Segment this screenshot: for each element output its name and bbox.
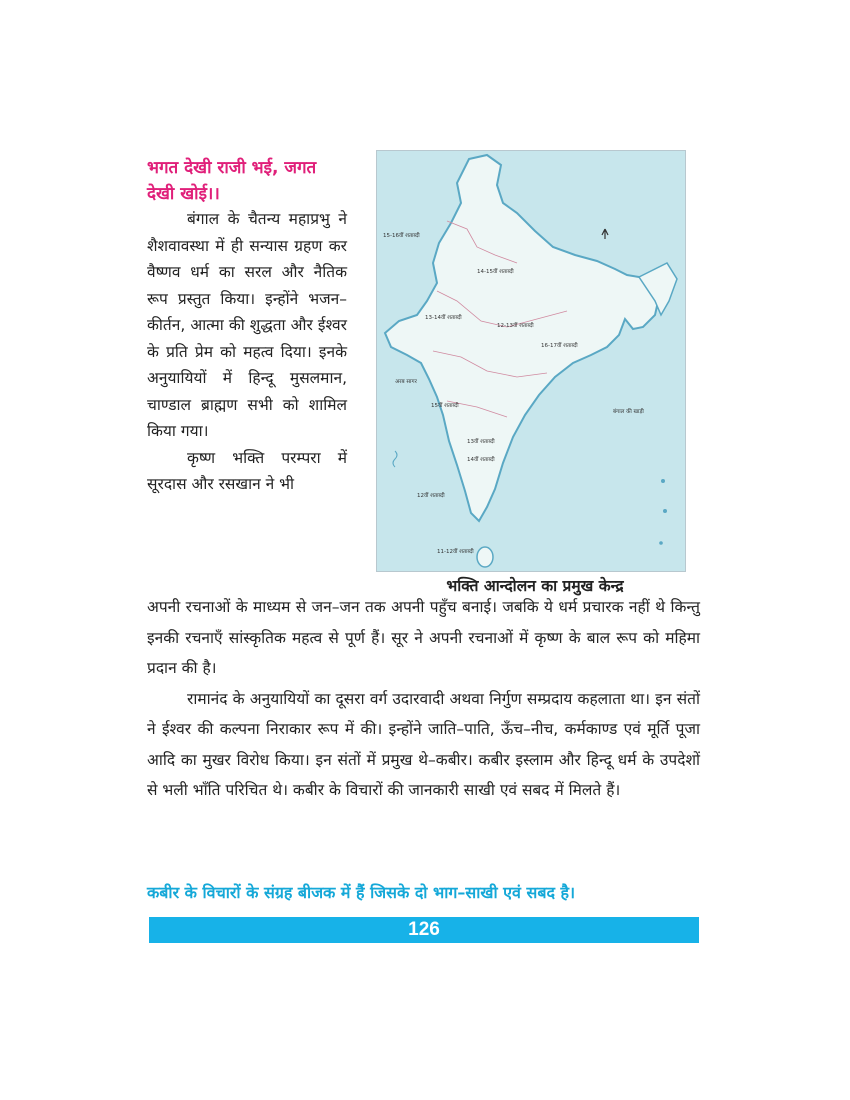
map-caption: भक्ति आन्दोलन का प्रमुख केन्द्र <box>446 577 624 595</box>
sea-label-bay-of-bengal: बंगाल की खाड़ी <box>613 409 644 415</box>
paragraph-krishna-bhakti: कृष्ण भक्ति परम्परा में सूरदास और रसखान ने भी <box>147 448 347 493</box>
map-place-label: 13-14वीं शताब्दी <box>425 315 462 321</box>
map-place-label: 14-15वीं शताब्दी <box>477 269 514 275</box>
quote-couplet: भगत देखी राजी भई, जगत देखी खोई।। <box>147 158 317 204</box>
page-number-bar <box>149 917 699 943</box>
main-body-text <box>147 592 700 806</box>
page-number: 126 <box>408 919 440 940</box>
map-place-label: 14वीं शताब्दी <box>467 457 495 463</box>
map-place-label: 15-16वीं शताब्दी <box>383 233 420 239</box>
bhakti-centres-map <box>376 150 686 572</box>
paragraph-nirgun: रामानंद के अनुयायियों का दूसरा वर्ग उदारवादी अथवा निर्गुण सम्प्रदाय कहलाता था। इन संतों ने ईश्वर की कल्पना निराकार रूप में की। इन्होंने जाति–पाति, ऊँच–नीच, कर्मकाण्ड एवं मूर्ति पूजा आदि का मुखर विरोध किया। इन संतों में प्रमुख थे–कबीर। कबीर इस्लाम और हिन्दू धर्म के उपदेशों से भली भाँति परिचित थे। कबीर के विचारों की जानकारी साखी एवं सबद में मिलते हैं। <box>147 689 700 799</box>
map-place-label: 16-17वीं शताब्दी <box>541 343 578 349</box>
paragraph-surdas: अपनी रचनाओं के माध्यम से जन–जन तक अपनी पहुँच बनाई। जबकि ये धर्म प्रचारक नहीं थे किन्तु इनकी रचनाएँ सांस्कृतिक महत्व से पूर्ण हैं। सूर ने अपनी रचनाओं में कृष्ण के बाल रूप को महिमा प्रदान की है। <box>147 598 700 677</box>
paragraph-chaitanya: बंगाल के चैतन्य महाप्रभु ने शैशवावस्था में ही सन्यास ग्रहण कर वैष्णव धर्म का सरल और नैतिक रूप प्रस्तुत किया। इन्होंने भजन–कीर्तन, आत्मा की शुद्धता और ईश्वर के प्रति प्रेम को महत्व दिया। इनके अनुयायियों में हिन्दू मुसलमान, चाण्डाल ब्राह्मण सभी को शामिल किया गया। <box>147 210 347 440</box>
map-place-label: 11-12वीं शताब्दी <box>437 549 474 555</box>
left-column-text <box>147 206 347 498</box>
india-map-illustration <box>377 151 685 571</box>
highlight-note: कबीर के विचारों के संग्रह बीजक में हैं जिसके दो भाग–साखी एवं सबद है। <box>147 883 576 902</box>
map-place-label: 15वीं शताब्दी <box>431 403 459 409</box>
map-place-label: 12वीं शताब्दी <box>417 493 445 499</box>
sea-label-arabian: अरब सागर <box>395 379 417 385</box>
map-place-label: 12-13वीं शताब्दी <box>497 323 534 329</box>
map-place-label: 13वीं शताब्दी <box>467 439 495 445</box>
